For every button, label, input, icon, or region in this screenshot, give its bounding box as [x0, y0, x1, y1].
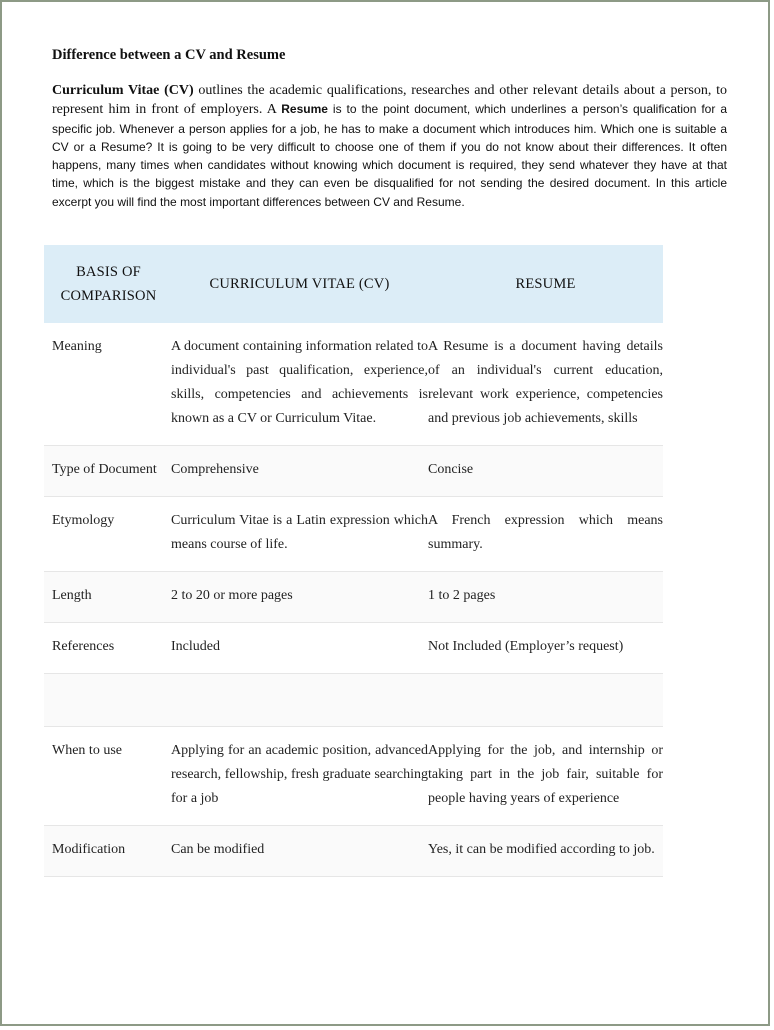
row-cv: Curriculum Vitae is a Latin expression which means course of life.	[171, 497, 428, 572]
row-basis: Etymology	[44, 497, 171, 572]
row-resume	[428, 674, 663, 727]
row-basis: Modification	[44, 826, 171, 877]
intro-text-1: outlines the academic qualifications, researches and other relevant details about a person, to represent him in front of employers. A	[52, 83, 727, 118]
row-cv: Comprehensive	[171, 446, 428, 497]
row-basis: When to use	[44, 727, 171, 826]
intro-paragraph	[52, 81, 727, 211]
row-resume: Applying for the job, and internship or taking part in the job fair, suitable for people having years of experience	[428, 727, 663, 826]
table-row	[44, 826, 663, 877]
table-row	[44, 572, 663, 623]
row-resume: 1 to 2 pages	[428, 572, 663, 623]
row-cv: 2 to 20 or more pages	[171, 572, 428, 623]
row-resume: Not Included (Employer’s request)	[428, 623, 663, 674]
table-row	[44, 497, 663, 572]
row-basis: References	[44, 623, 171, 674]
table-row	[44, 623, 663, 674]
row-resume: A Resume is a document having details of an individual's current education, relevant work experience, competencies and previous job achievements, skills	[428, 323, 663, 446]
row-basis: Length	[44, 572, 171, 623]
row-cv: Included	[171, 623, 428, 674]
row-resume: Yes, it can be modified according to job.	[428, 826, 663, 877]
table-row	[44, 727, 663, 826]
row-basis	[44, 674, 171, 727]
intro-text-2: is to the point document, which underlines a person’s qualification for a specific job. Whenever a person applies for a job, he has to make a document which introduces him. Which one is suitable a CV or a Resume? It is going to be very difficult to choose one of them if you do not know about their differences. It often happens, many times when candidates without knowing which document is required, they send whatever they have at that time, which is the biggest mistake and they can even be disqualified for not sending the desired document. In this article excerpt you will find the most important differences between CV and Resume.	[52, 102, 728, 209]
row-resume: A French expression which means summary.	[428, 497, 663, 572]
row-cv: Applying for an academic position, advanced research, fellowship, fresh graduate searching for a job	[171, 727, 428, 826]
resume-term: Resume	[281, 102, 328, 117]
table-row	[44, 446, 663, 497]
comparison-table	[44, 245, 663, 877]
table-header-row	[44, 245, 663, 323]
row-cv: Can be modified	[171, 826, 428, 877]
document-title: Difference between a CV and Resume	[52, 47, 286, 63]
header-resume: RESUME	[428, 245, 663, 323]
table-row	[44, 323, 663, 446]
row-basis: Type of Document	[44, 446, 171, 497]
row-basis: Meaning	[44, 323, 171, 446]
header-basis: BASIS OF COMPARISON	[44, 245, 171, 323]
row-cv: A document containing information related to individual's past qualification, experience, skills, competencies and achievements is known as a CV or Curriculum Vitae.	[171, 323, 428, 446]
table-row-empty	[44, 674, 663, 727]
row-cv	[171, 674, 428, 727]
row-resume: Concise	[428, 446, 663, 497]
cv-term: Curriculum Vitae (CV)	[52, 83, 194, 98]
header-cv: CURRICULUM VITAE (CV)	[171, 245, 428, 323]
